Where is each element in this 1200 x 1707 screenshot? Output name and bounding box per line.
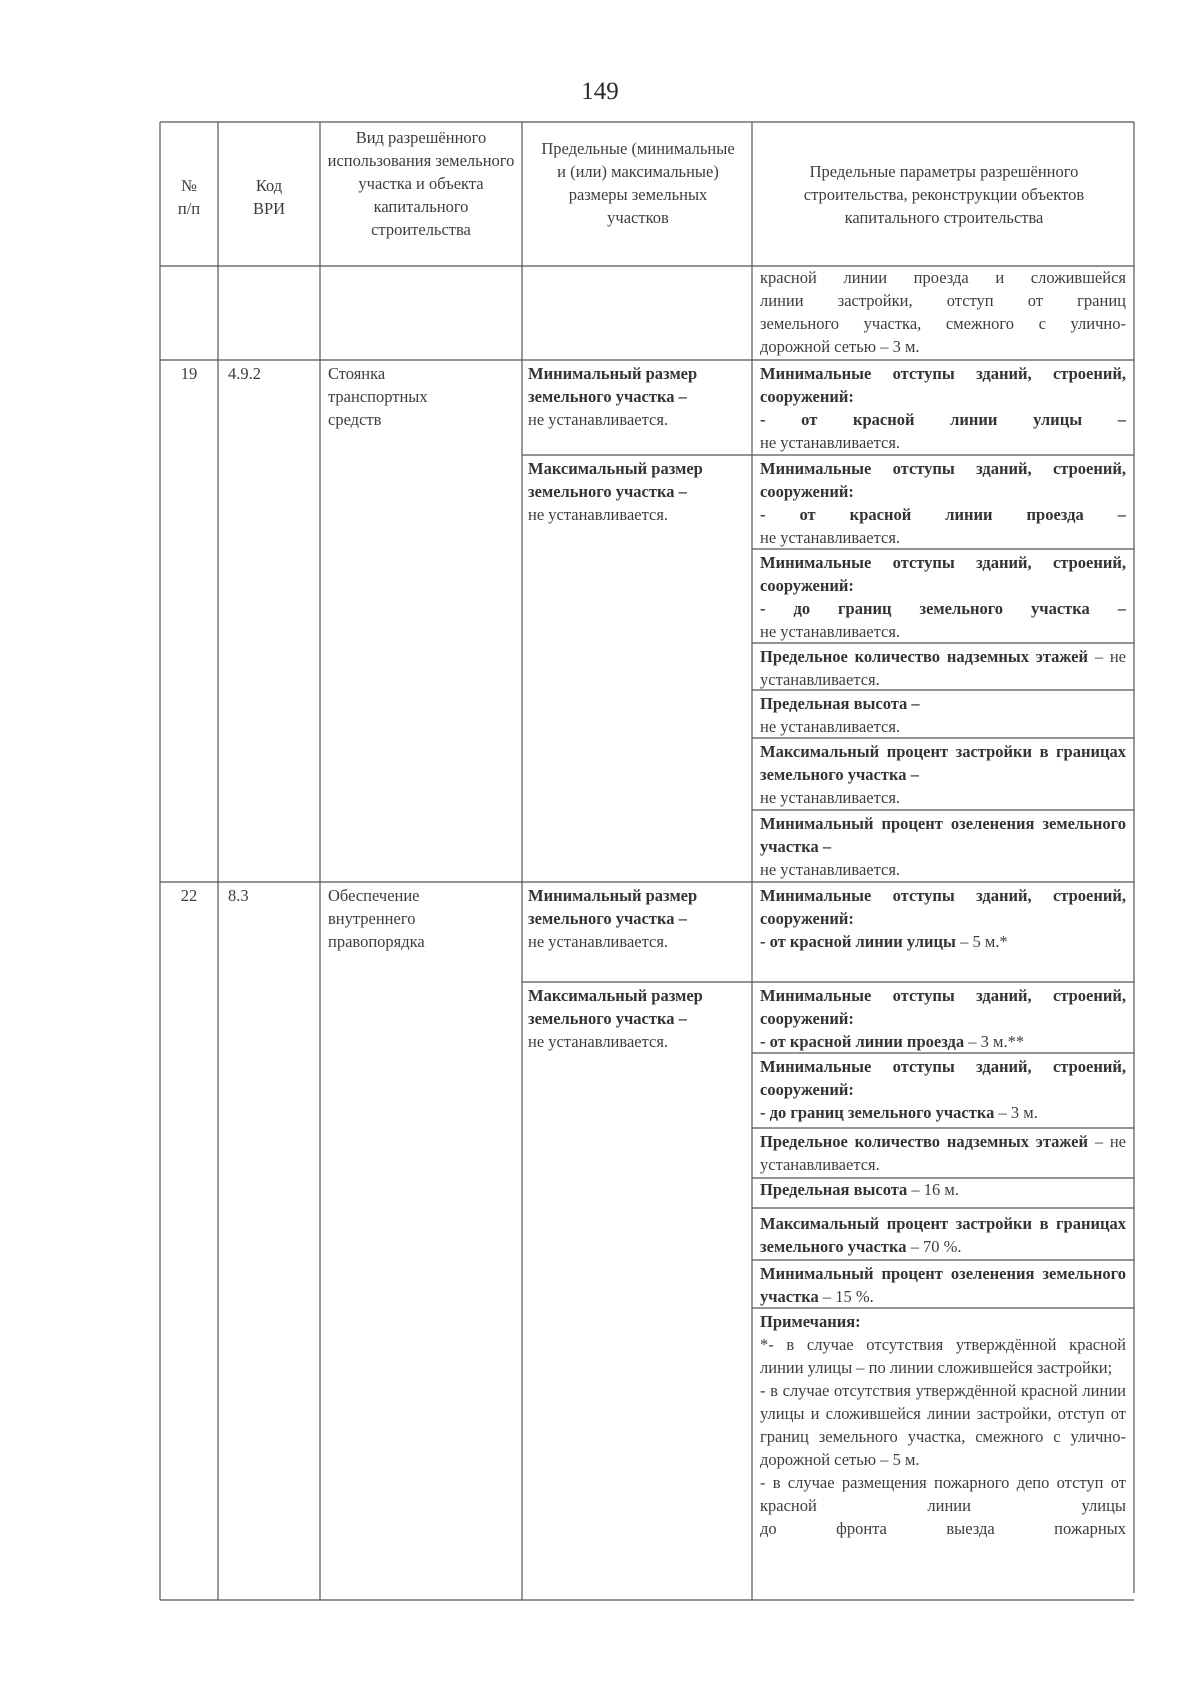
param-title: Минимальные отступы зданий, строений, сооружений:: [760, 364, 1126, 406]
param-cell: [760, 551, 1126, 643]
param-title: Минимальный процент озеленения земельного участка –: [760, 814, 1126, 856]
param-title: Минимальные отступы зданий, строений, сооружений:: [760, 986, 1126, 1028]
size-max-cell: [528, 984, 736, 1053]
header-code: Код ВРИ: [252, 176, 286, 218]
param-cell: [760, 1055, 1126, 1124]
continuation-line: дорожной сетью – 3 м.: [760, 337, 920, 356]
param-item: - от красной линии проезда –: [760, 505, 1126, 524]
param-value: не устанавливается.: [760, 433, 901, 452]
param-cell: [760, 740, 1126, 809]
param-item: - от красной линии улицы: [760, 932, 956, 951]
row-number: 22: [180, 886, 198, 905]
param-value: – не устанавливается.: [760, 1132, 1127, 1174]
param-cell: [760, 457, 1126, 549]
param-title: Максимальный процент застройки в границах земельного участка –: [760, 742, 1126, 784]
continuation-line: красной линии проезда и сложившейся: [760, 268, 1126, 287]
row-use-name: Обеспечение внутреннего правопорядка: [328, 886, 425, 951]
param-value: – 15 %.: [822, 1287, 874, 1306]
param-value: – не устанавливается.: [760, 647, 1127, 689]
param-title: Предельное количество надземных этажей: [760, 1132, 1089, 1151]
param-cell: [760, 812, 1126, 881]
param-title: Минимальные отступы зданий, строений, сооружений:: [760, 1057, 1126, 1099]
param-cell: [760, 1262, 1126, 1308]
param-title: Минимальные отступы зданий, строений, сооружений:: [760, 553, 1126, 595]
note-item: - в случае размещения пожарного депо отступ от красной линии улицы: [760, 1473, 1126, 1515]
param-cell: [760, 884, 1126, 953]
size-max-value: не устанавливается.: [528, 505, 669, 524]
continuation-line: линии застройки, отступ от границ: [760, 291, 1126, 310]
param-value: – 70 %.: [910, 1237, 962, 1256]
param-cell: [760, 1212, 1126, 1258]
size-max-value: не устанавливается.: [528, 1032, 669, 1051]
param-value: не устанавливается.: [760, 528, 901, 547]
param-item: - от красной линии проезда: [760, 1032, 965, 1051]
param-cell: [760, 362, 1126, 454]
param-value: не устанавливается.: [760, 788, 901, 807]
size-min-title: Минимальный размер земельного участка –: [528, 364, 698, 406]
param-item: - от красной линии улицы –: [760, 410, 1126, 429]
notes-title: Примечания:: [760, 1312, 861, 1331]
page-number: 149: [581, 78, 619, 105]
size-min-value: не устанавливается.: [528, 410, 669, 429]
param-cell: [760, 984, 1126, 1053]
header-num: № п/п: [177, 176, 201, 218]
param-title: Минимальный процент озеленения земельного участка: [760, 1264, 1126, 1306]
continuation-text: [760, 266, 1126, 358]
param-cell: [760, 645, 1126, 691]
row-number: 19: [180, 364, 198, 383]
note-item: - в случае отсутствия утверждённой красной линии улицы и сложившейся линии застройки, отступ от границ земельного участка, смежного с улично-дорожной сетью – 5 м.: [760, 1381, 1126, 1469]
continuation-line: земельного участка, смежного с улично-: [760, 314, 1126, 333]
note-item: до фронта выезда пожарных: [760, 1519, 1126, 1538]
size-max-title: Максимальный размер земельного участка –: [528, 986, 703, 1028]
param-value: – 5 м.*: [960, 932, 1008, 951]
param-value: – 16 м.: [911, 1180, 959, 1199]
header-use-type: Вид разрешённого использования земельного участка и объекта капитального строительства: [327, 128, 515, 239]
row-code: 4.9.2: [228, 364, 261, 383]
param-item: - до границ земельного участка: [760, 1103, 995, 1122]
param-cell: [760, 1178, 1126, 1201]
param-cell: [760, 1130, 1126, 1176]
size-min-cell: [528, 884, 736, 953]
param-value: – 3 м.: [998, 1103, 1038, 1122]
param-value: не устанавливается.: [760, 717, 901, 736]
param-title: Минимальные отступы зданий, строений, сооружений:: [760, 886, 1126, 928]
row-use-name: Стоянка транспортных средств: [328, 364, 428, 429]
header-plot-sizes: Предельные (минимальные и (или) максимальные) размеры земельных участков: [541, 139, 735, 227]
size-min-cell: [528, 362, 736, 431]
param-cell: [760, 692, 1126, 738]
param-value: – 3 м.**: [968, 1032, 1025, 1051]
size-max-title: Максимальный размер земельного участка –: [528, 459, 703, 501]
note-item: *- в случае отсутствия утверждённой красной линии улицы – по линии сложившейся застройки;: [760, 1335, 1126, 1377]
param-item: - до границ земельного участка –: [760, 599, 1126, 618]
notes-cell: [760, 1310, 1126, 1540]
row-code: 8.3: [228, 886, 249, 905]
param-value: не устанавливается.: [760, 622, 901, 641]
param-title: Предельная высота: [760, 1180, 908, 1199]
param-value: не устанавливается.: [760, 860, 901, 879]
param-title: Предельное количество надземных этажей: [760, 647, 1089, 666]
size-min-title: Минимальный размер земельного участка –: [528, 886, 698, 928]
size-min-value: не устанавливается.: [528, 932, 669, 951]
size-max-cell: [528, 457, 736, 526]
param-title: Минимальные отступы зданий, строений, сооружений:: [760, 459, 1126, 501]
param-title: Предельная высота –: [760, 694, 920, 713]
param-title: Максимальный процент застройки в границах земельного участка: [760, 1214, 1126, 1256]
header-params: Предельные параметры разрешённого строительства, реконструкции объектов капитального строительства: [803, 162, 1085, 227]
